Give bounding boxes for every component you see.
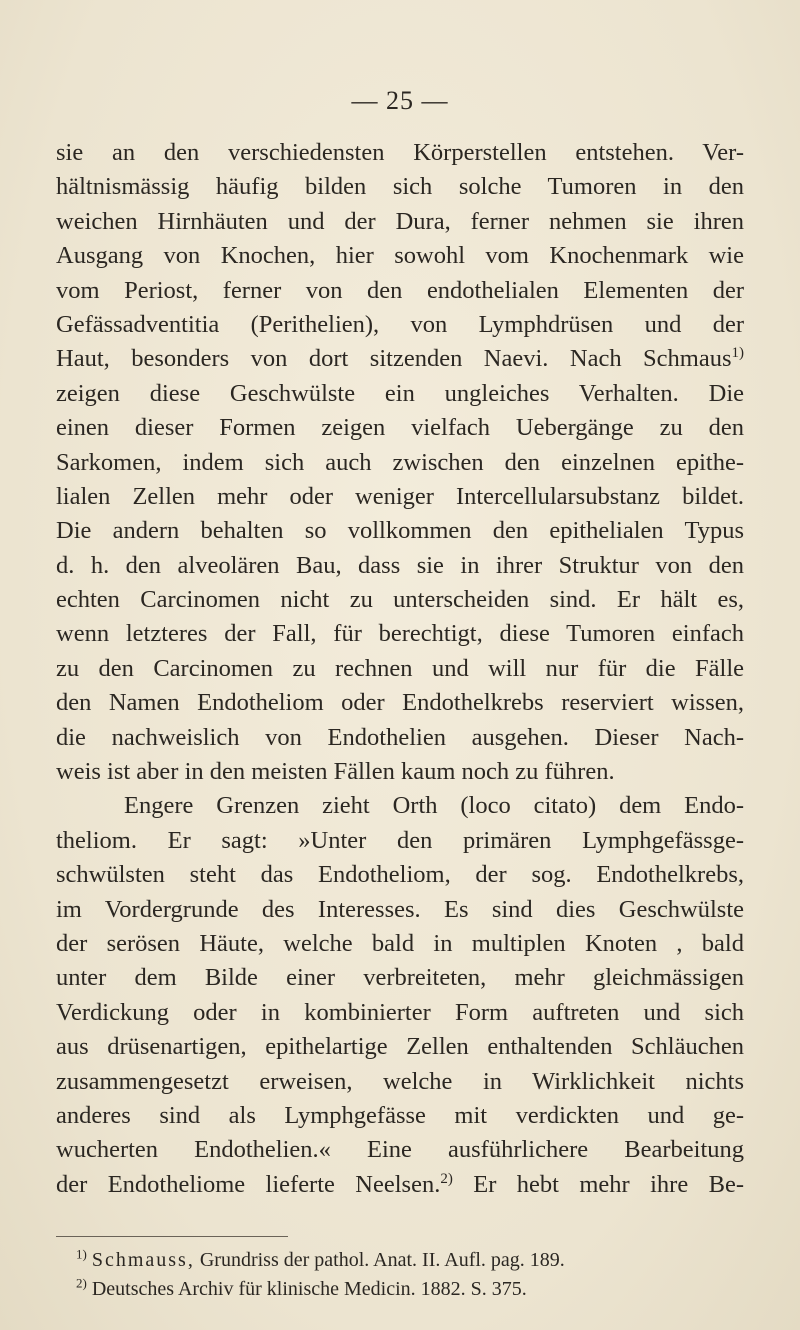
text-line: zu den Carcinomen zu rechnen und will nur für die Fälle: [56, 654, 744, 682]
text-line: Sarkomen, indem sich auch zwischen den einzelnen epithe-: [56, 448, 744, 476]
body-text: [56, 136, 744, 1202]
text-line: Ausgang von Knochen, hier sowohl vom Knochenmark wie: [56, 242, 744, 270]
text-segment: der Endotheliome lieferte Neelsen.: [56, 1170, 441, 1198]
text-line: d. h. den alveolären Bau, dass sie in ihrer Struktur von den: [56, 551, 744, 579]
text-line: hältnismässig häufig bilden sich solche Tumoren in den: [56, 173, 744, 201]
footnote-text: Grundriss der pathol. Anat. II. Aufl. pag. 189.: [194, 1249, 565, 1271]
footnote-divider: [56, 1236, 288, 1237]
text-line: der serösen Häute, welche bald in multiplen Knoten , bald: [56, 929, 744, 957]
text-line: vom Periost, ferner von den endothelialen Elementen der: [56, 276, 744, 304]
text-line-with-ref: [56, 1168, 744, 1202]
text-line: weichen Hirnhäuten und der Dura, ferner nehmen sie ihren: [56, 207, 744, 235]
text-segment: Er hebt mehr ihre Be-: [452, 1170, 744, 1198]
page-number: — 25 —: [351, 86, 449, 115]
footnote-ref-2: 2): [440, 1170, 453, 1187]
footnote-1: [76, 1246, 744, 1275]
text-line: aus drüsenartigen, epithelartige Zellen enthaltenden Schläuchen: [56, 1033, 744, 1061]
text-line: wucherten Endothelien.« Eine ausführlichere Bearbeitung: [56, 1136, 744, 1164]
text-line: unter dem Bilde einer verbreiteten, mehr gleichmässigen: [56, 964, 744, 992]
footnote-2: [76, 1275, 744, 1304]
text-line: wenn letzteres der Fall, für berechtigt, diese Tumoren einfach: [56, 620, 744, 648]
text-line: Gefässadventitia (Perithelien), von Lymphdrüsen und der: [56, 310, 744, 338]
text-line: lialen Zellen mehr oder weniger Intercellularsubstanz bildet.: [56, 482, 744, 510]
footnote-author: Schmauss,: [91, 1249, 195, 1271]
text-line: theliom. Er sagt: »Unter den primären Lymphgefässge-: [56, 826, 744, 854]
text-line: zusammengesetzt erweisen, welche in Wirklichkeit nichts: [56, 1067, 744, 1095]
text-line: die nachweislich von Endothelien ausgehen. Dieser Nach-: [56, 723, 744, 751]
text-line: schwülsten steht das Endotheliom, der sog. Endothelkrebs,: [56, 861, 744, 889]
text-line: den Namen Endotheliom oder Endothelkrebs reserviert wissen,: [56, 689, 744, 717]
text-segment: Haut, besonders von dort sitzenden Naevi. Nach Schmaus: [56, 345, 732, 373]
footnote-text: Deutsches Archiv für klinische Medicin. 1882. S. 375.: [91, 1278, 527, 1300]
footnote-mark: 1): [76, 1246, 87, 1262]
text-line: anderes sind als Lymphgefässe mit verdickten und ge-: [56, 1101, 744, 1129]
text-line: sie an den verschiedensten Körperstellen entstehen. Ver-: [56, 139, 744, 166]
paragraph-start-line: Engere Grenzen zieht Orth (loco citato) dem Endo-: [124, 792, 744, 820]
text-line: Verdickung oder in kombinierter Form auftreten und sich: [56, 998, 744, 1026]
footnote-ref-1: 1): [731, 345, 744, 362]
text-line: im Vordergrunde des Interesses. Es sind dies Geschwülste: [56, 895, 744, 923]
text-line: Die andern behalten so vollkommen den epithelialen Typus: [56, 517, 744, 545]
text-line: weis ist aber in den meisten Fällen kaum noch zu führen.: [56, 758, 615, 786]
footnotes: [76, 1246, 744, 1304]
text-line-with-ref: [56, 342, 744, 376]
text-line: echten Carcinomen nicht zu unterscheiden sind. Er hält es,: [56, 586, 744, 614]
text-line: einen dieser Formen zeigen vielfach Uebergänge zu den: [56, 414, 744, 442]
footnote-mark: 2): [76, 1275, 87, 1291]
text-line: zeigen diese Geschwülste ein ungleiches Verhalten. Die: [56, 379, 744, 407]
